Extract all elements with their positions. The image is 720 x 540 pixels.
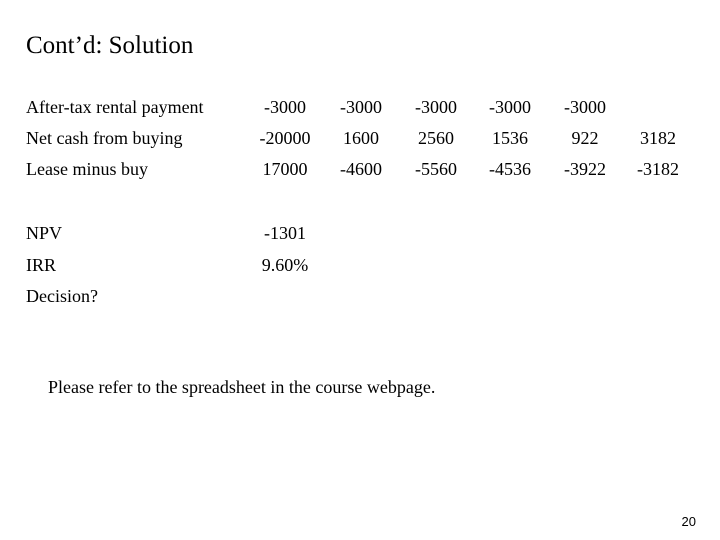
page-number: 20	[681, 514, 696, 529]
table-cell: -3000	[264, 97, 306, 117]
table-cell: 17000	[262, 159, 308, 179]
table-cell: 922	[571, 128, 599, 148]
table-cell: -20000	[259, 128, 311, 148]
table-cell: -3000	[340, 97, 382, 117]
npv-value: -1301	[264, 223, 306, 243]
irr-label: IRR	[26, 255, 57, 275]
table-cell: -3922	[564, 159, 606, 179]
row-label-net-cash-from-buying: Net cash from buying	[26, 128, 183, 148]
decision-label: Decision?	[26, 286, 98, 306]
table-cell: -3000	[564, 97, 606, 117]
table-cell: 3182	[640, 128, 676, 148]
table-cell: -4600	[340, 159, 382, 179]
table-cell: 2560	[418, 128, 454, 148]
irr-value: 9.60%	[261, 255, 309, 275]
npv-label: NPV	[26, 223, 63, 243]
table-cell: -3182	[637, 159, 679, 179]
table-cell: -4536	[489, 159, 531, 179]
slide-title: Cont’d: Solution	[26, 32, 194, 59]
table-cell: -3000	[415, 97, 457, 117]
table-cell: -5560	[415, 159, 457, 179]
row-label-lease-minus-buy: Lease minus buy	[26, 159, 148, 179]
row-label-after-tax-rental-payment: After-tax rental payment	[26, 97, 204, 117]
table-cell: 1536	[492, 128, 528, 148]
spreadsheet-note: Please refer to the spreadsheet in the course webpage.	[48, 377, 436, 397]
table-cell: -3000	[489, 97, 531, 117]
table-cell: 1600	[343, 128, 379, 148]
